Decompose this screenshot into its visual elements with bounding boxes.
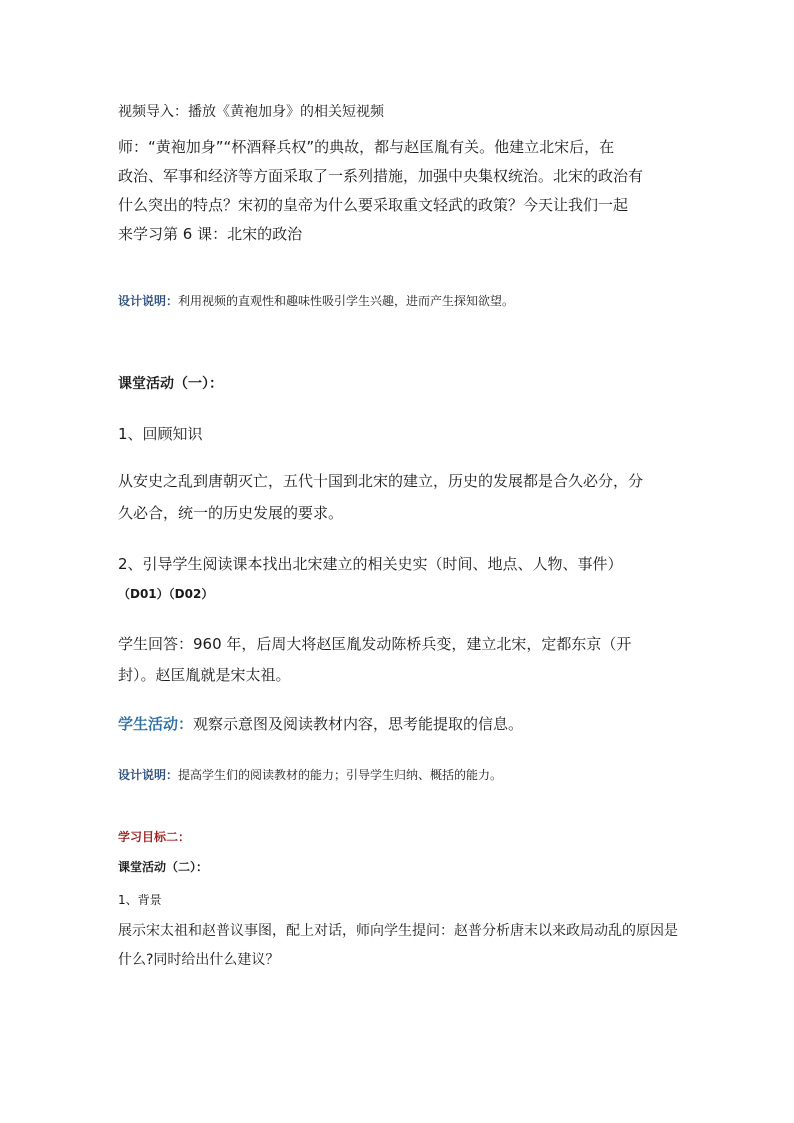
activity1-design-note	[118, 766, 502, 783]
activity2-item1: 1、背景	[118, 893, 162, 907]
teacher-line-2: 政治、军事和经济等方面采取了一系列措施，加强中央集权统治。北宋的政治有	[118, 167, 644, 185]
student-activity-label: 学生活动：	[118, 715, 194, 733]
activity1-item2-refs: （D01）（D02）	[118, 587, 214, 601]
activity1-heading: 课堂活动（一）：	[118, 376, 223, 392]
goal2-heading: 学习目标二：	[118, 830, 191, 844]
intro-title: 视频导入：播放《黄袍加身》的相关短视频	[118, 104, 384, 120]
design-note-text: 利用视频的直观性和趣味性吸引学生兴趣，进而产生探知欲望。	[178, 294, 515, 308]
answer-line-2: 封）。赵匡胤就是宋太祖。	[118, 666, 291, 684]
teacher-line-3: 什么突出的特点？宋初的皇帝为什么要采取重文轻武的政策？今天让我们一起	[118, 196, 629, 214]
activity2-heading: 课堂活动（二）：	[118, 860, 209, 874]
teacher-line-4: 来学习第 6 课：北宋的政治	[118, 225, 303, 243]
intro-design-note	[118, 292, 514, 309]
activity1-item1-line-2: 久必合，统一的历史发展的要求。	[118, 504, 344, 522]
design-note-label-2: 设计说明：	[118, 768, 179, 782]
design-note-label: 设计说明：	[118, 294, 179, 308]
answer-line-1: 学生回答：960 年，后周大将赵匡胤发动陈桥兵变，建立北宋，定都东京（开	[118, 635, 632, 653]
activity1-item1-line-1: 从安史之乱到唐朝灭亡，五代十国到北宋的建立，历史的发展都是合久必分，分	[118, 472, 644, 490]
activity1-item2: 2、引导学生阅读课本找出北宋建立的相关史实（时间、地点、人物、事件）	[118, 555, 623, 573]
teacher-line-1: 师：“黄袍加身”“杯酒释兵权”的典故，都与赵匡胤有关。他建立北宋后，在	[118, 138, 615, 156]
design-note-text-2: 提高学生们的阅读教材的能力；引导学生归纳、概括的能力。	[178, 768, 503, 782]
student-activity	[118, 713, 523, 734]
activity2-line-1: 展示宋太祖和赵普议事图，配上对话，师向学生提问：赵普分析唐末以来政局动乱的原因是	[118, 923, 678, 939]
activity2-line-2: 什么?同时给出什么建议？	[118, 952, 280, 968]
student-activity-text: 观察示意图及阅读教材内容，思考能提取的信息。	[193, 715, 524, 733]
activity1-item1: 1、回顾知识	[118, 425, 203, 443]
